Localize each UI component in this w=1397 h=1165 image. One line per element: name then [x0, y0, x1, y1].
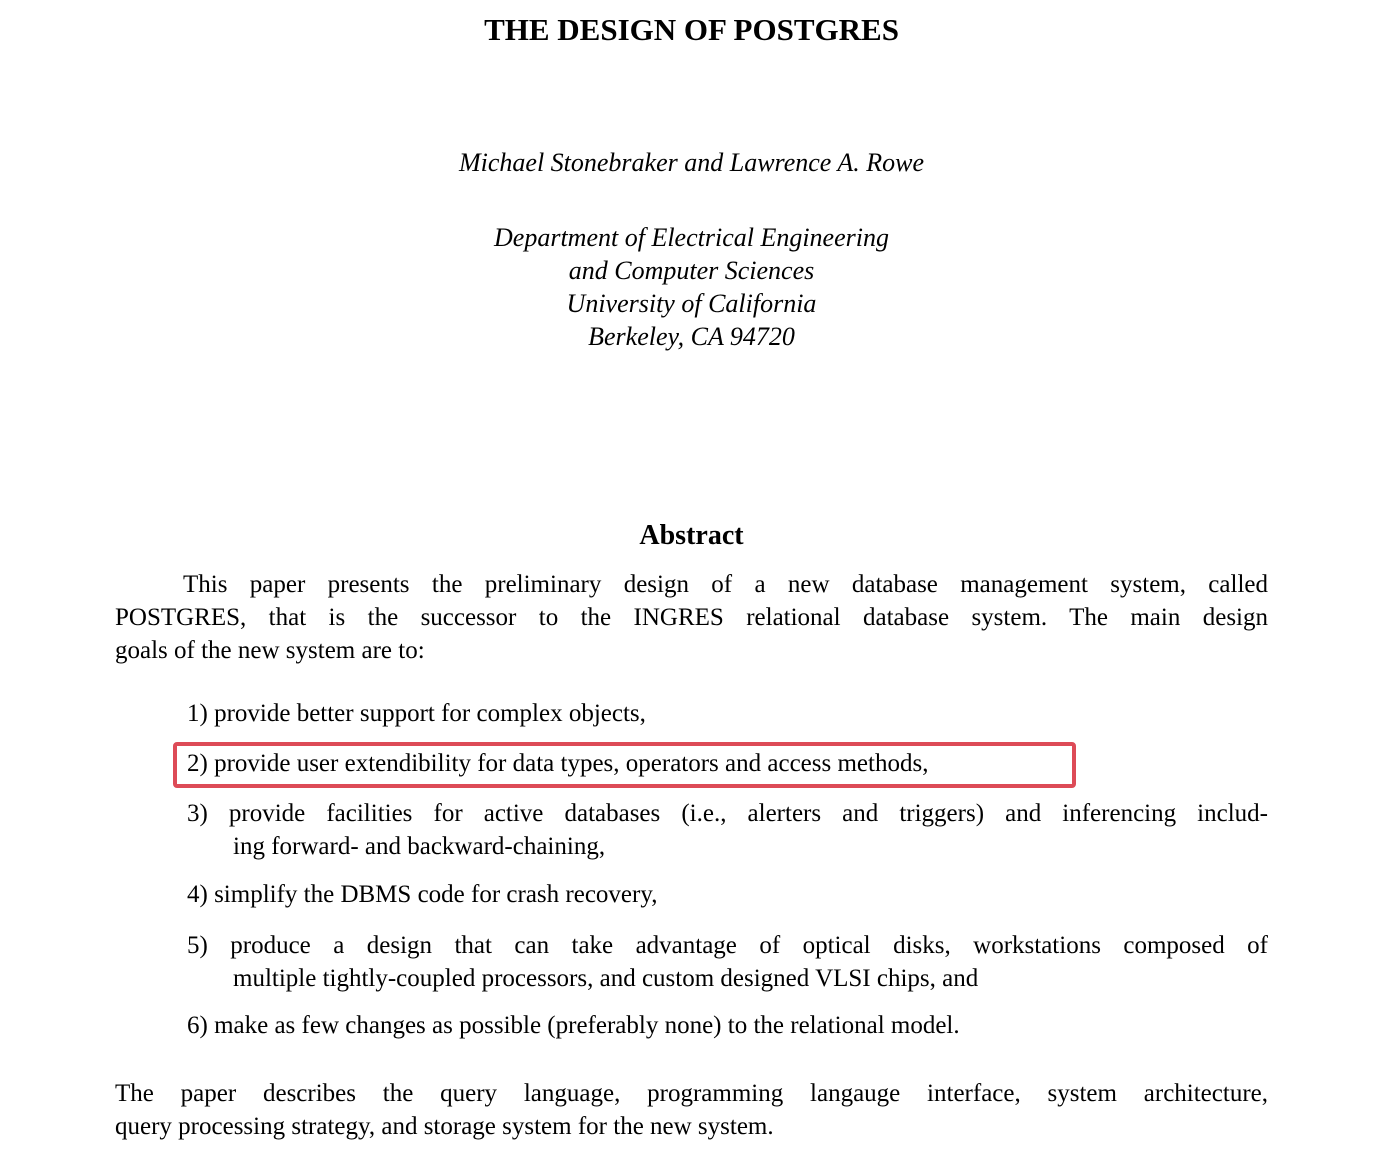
goal-line: 6) make as few changes as possible (preferably none) to the relational model.	[187, 1012, 960, 1039]
paper-title: THE DESIGN OF POSTGRES	[484, 12, 899, 47]
abstract-paragraph	[115, 568, 1268, 667]
goal-line: 4) simplify the DBMS code for crash recovery,	[187, 881, 658, 908]
goal-line: 5) produce a design that can take advantage of optical disks, workstations composed of	[187, 932, 1268, 959]
abstract-line: goals of the new system are to:	[115, 637, 425, 664]
goal-line: ing forward- and backward-chaining,	[233, 833, 606, 860]
goal-item-3	[115, 797, 1268, 863]
abstract-line: POSTGRES, that is the successor to the INGRES relational database system. The main design	[115, 604, 1268, 631]
goal-line: 1) provide better support for complex objects,	[187, 700, 646, 727]
paper-content	[115, 0, 1268, 1165]
goal-line: 3) provide facilities for active databases (i.e., alerters and triggers) and inferencing includ-	[187, 800, 1268, 827]
closing-line: query processing strategy, and storage system for the new system.	[115, 1113, 774, 1140]
authors-line: Michael Stonebraker and Lawrence A. Rowe	[458, 148, 925, 177]
goal-item-2	[115, 747, 1268, 780]
goal-item-6	[115, 1009, 1268, 1042]
closing-line: The paper describes the query language, programming langauge interface, system architecture,	[115, 1080, 1268, 1107]
goal-line: 2) provide user extendibility for data types, operators and access methods,	[187, 750, 929, 777]
goal-item-1	[115, 697, 1268, 730]
goal-item-5	[115, 929, 1268, 995]
affiliation-line-1: Department of Electrical Engineering	[494, 223, 889, 252]
affiliation-line-2: and Computer Sciences	[568, 256, 815, 285]
abstract-heading: Abstract	[639, 520, 744, 551]
abstract-line: This paper presents the preliminary design of a new database management system, called	[183, 571, 1268, 598]
affiliation-line-4: Berkeley, CA 94720	[588, 322, 795, 351]
goal-item-4	[115, 878, 1268, 911]
affiliation-block	[115, 221, 1268, 353]
closing-paragraph	[115, 1077, 1268, 1143]
goal-line: multiple tightly-coupled processors, and custom designed VLSI chips, and	[233, 965, 979, 992]
affiliation-line-3: University of California	[566, 289, 817, 318]
